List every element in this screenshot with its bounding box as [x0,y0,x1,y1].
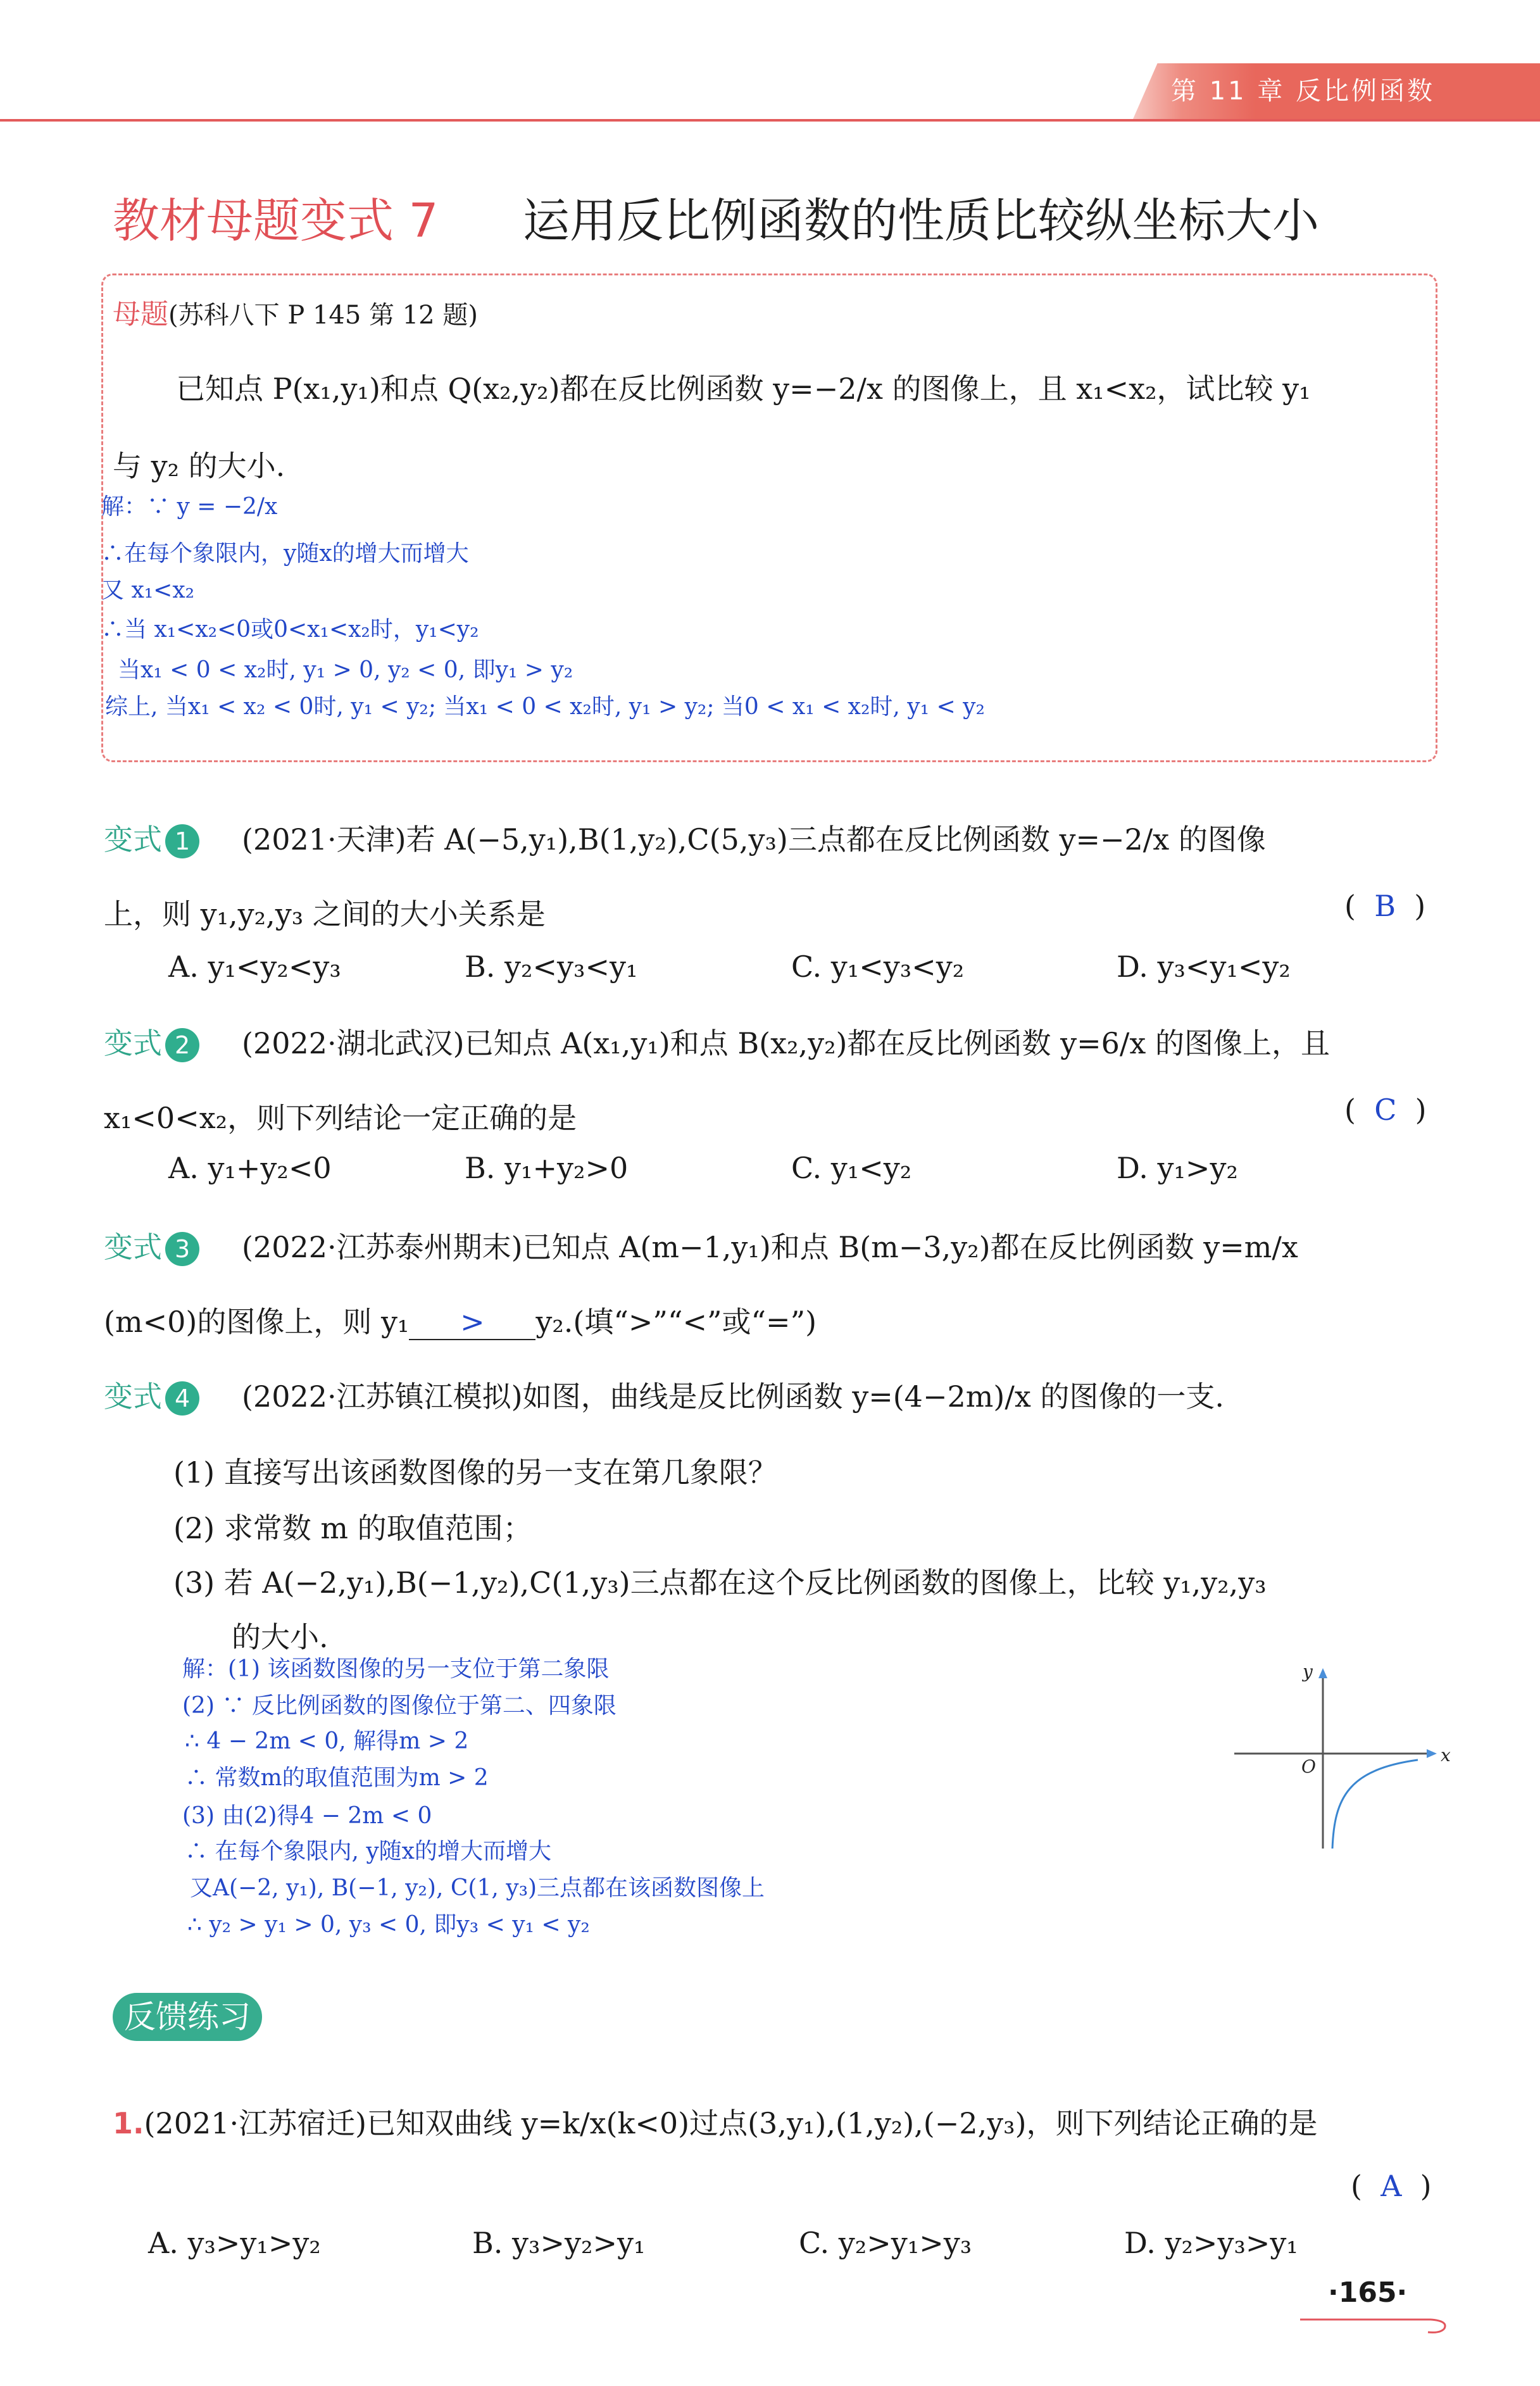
hyperbola-figure [1228,1659,1456,1861]
x-axis-arrow-icon [1427,1749,1437,1758]
page-title: 运用反比例函数的性质比较纵坐标大小 [523,194,1319,248]
mother-header [113,291,478,332]
mother-solution-6: 综上, 当x₁ < x₂ < 0时, y₁ < y₂; 当x₁ < 0 < x₂时, y₁ > y₂; 当0 < x₁ < x₂时, y₁ < y₂ [105,694,985,720]
variant-4-solution-7: 又A(−2, y₁), B(−1, y₂), C(1, y₃)三点都在该函数图像上 [190,1875,765,1901]
variant-2-option-c: C. y₁<y₂ [791,1151,912,1185]
feedback-option-d: D. y₂>y₃>y₁ [1124,2226,1298,2260]
variant-label: 变式 [104,1026,162,1060]
variant-2-line-1: (2022·湖北武汉)已知点 A(x₁,y₁)和点 B(x₂,y₂)都在反比例函数 y=6/x 的图像上，且 [242,1026,1330,1060]
variant-number: 1 [165,824,199,858]
variant-2-tag [104,1020,199,1062]
variant-4-question-3: (3) 若 A(−2,y₁),B(−1,y₂),C(1,y₃)三点都在这个反比例函数的图像上，比较 y₁,y₂,y₃ [173,1566,1267,1600]
variant-label: 变式 [104,822,162,857]
variant-4-solution-4: ∴ 常数m的取值范围为m > 2 [185,1765,489,1791]
page-number-swoosh [1298,2312,1456,2337]
answer-value: C [1374,1093,1397,1127]
variant-2-line-2: x₁<0<x₂，则下列结论一定正确的是 [104,1101,577,1135]
variant-3-tail: y₂.(填“>”“<”或“=”) [535,1305,817,1339]
x-axis-label: x [1441,1745,1451,1766]
variant-1-option-b: B. y₂<y₃<y₁ [465,950,638,984]
mother-solution-1: 解：∵ y = −2/x [101,494,278,520]
origin-label: O [1301,1756,1316,1777]
variant-4-solution-6: ∴ 在每个象限内, y随x的增大而增大 [185,1838,551,1864]
variant-4-line-1: (2022·江苏镇江模拟)如图，曲线是反比例函数 y=(4−2m)/x 的图像的一支. [242,1379,1225,1414]
variant-3-line-1: (2022·江苏泰州期末)已知点 A(m−1,y₁)和点 B(m−3,y₂)都在反比例函数 y=m/x [242,1230,1298,1264]
answer-blank: > [409,1305,535,1340]
variant-1-line-1: (2021·天津)若 A(−5,y₁),B(1,y₂),C(5,y₃)三点都在反比例函数 y=−2/x 的图像 [242,822,1266,857]
y-axis-label: y [1303,1661,1313,1682]
variant-number: 2 [165,1028,199,1062]
feedback-question-1 [113,2100,1318,2142]
variant-1-option-d: D. y₃<y₁<y₂ [1117,950,1291,984]
feedback-question-1-answer: ( A ) [1351,2169,1432,2203]
y-axis-arrow-icon [1318,1668,1327,1678]
mother-solution-4: ∴当 x₁<x₂<0或0<x₁<x₂时，y₁<y₂ [101,617,479,643]
mother-source: (苏科八下 P 145 第 12 题) [168,301,478,330]
mother-line-2: 与 y₂ 的大小. [113,449,285,483]
mother-solution-3: 又 x₁<x₂ [101,577,195,603]
mother-solution-5: 当x₁ < 0 < x₂时, y₁ > 0, y₂ < 0, 即y₁ > y₂ [118,657,573,683]
variant-label: 变式 [104,1230,162,1264]
mother-label: 母题 [113,298,168,330]
feedback-option-b: B. y₃>y₂>y₁ [472,2226,646,2260]
variant-1-option-c: C. y₁<y₃<y₂ [791,950,965,984]
variant-3-tag [104,1224,199,1266]
chapter-label: 第 11 章 反比例函数 [1171,77,1436,106]
variant-4-solution-8: ∴ y₂ > y₁ > 0, y₃ < 0, 即y₃ < y₁ < y₂ [187,1912,590,1938]
page-number: ·165· [1328,2276,1408,2309]
variant-4-solution-2: (2) ∵ 反比例函数的图像位于第二、四象限 [182,1693,617,1719]
variant-4-tag [104,1374,199,1416]
variant-number: 4 [165,1381,199,1416]
variant-label: 变式 [104,1379,162,1414]
variant-4-question-2: (2) 求常数 m 的取值范围； [173,1511,532,1545]
variant-1-line-2: 上，则 y₁,y₂,y₃ 之间的大小关系是 [104,897,546,931]
variant-2-option-d: D. y₁>y₂ [1117,1151,1238,1185]
variant-3-line-2 [104,1299,817,1341]
feedback-heading: 反馈练习 [113,1993,262,2041]
feedback-option-c: C. y₂>y₁>y₃ [799,2226,972,2260]
feedback-option-a: A. y₃>y₁>y₂ [148,2226,321,2260]
variant-number: 3 [165,1232,199,1266]
variant-2-answer: ( C ) [1344,1093,1427,1127]
mother-line-1: 已知点 P(x₁,y₁)和点 Q(x₂,y₂)都在反比例函数 y=−2/x 的图像上，且 x₁<x₂，试比较 y₁ [176,372,1311,406]
question-text: (2021·江苏宿迁)已知双曲线 y=k/x(k<0)过点(3,y₁),(1,y₂),(−2,y₃)，则下列结论正确的是 [144,2106,1318,2140]
answer-value: B [1374,889,1396,923]
mother-solution-2: ∴在每个象限内，y随x的增大而增大 [101,541,469,567]
variant-3-stem: (m<0)的图像上，则 y₁ [104,1305,410,1339]
variant-2-option-a: A. y₁+y₂<0 [168,1151,332,1185]
hyperbola-branch [1332,1760,1418,1849]
title-tag: 教材母题变式 7 [113,194,439,248]
variant-4-solution-5: (3) 由(2)得4 − 2m < 0 [182,1803,432,1829]
answer-value: A [1380,2169,1402,2203]
header-rule [0,119,1540,122]
variant-1-option-a: A. y₁<y₂<y₃ [168,950,341,984]
question-number: 1. [113,2106,144,2140]
variant-4-question-1: (1) 直接写出该函数图像的另一支在第几象限？ [173,1455,777,1490]
variant-1-answer: ( B ) [1344,889,1426,923]
variant-1-tag [104,817,199,858]
variant-2-option-b: B. y₁+y₂>0 [465,1151,629,1185]
variant-4-solution-1: 解：(1) 该函数图像的另一支位于第二象限 [182,1656,610,1682]
variant-4-solution-3: ∴ 4 − 2m < 0, 解得m > 2 [185,1728,469,1754]
variant-4-question-3-cont: 的大小. [232,1620,329,1654]
